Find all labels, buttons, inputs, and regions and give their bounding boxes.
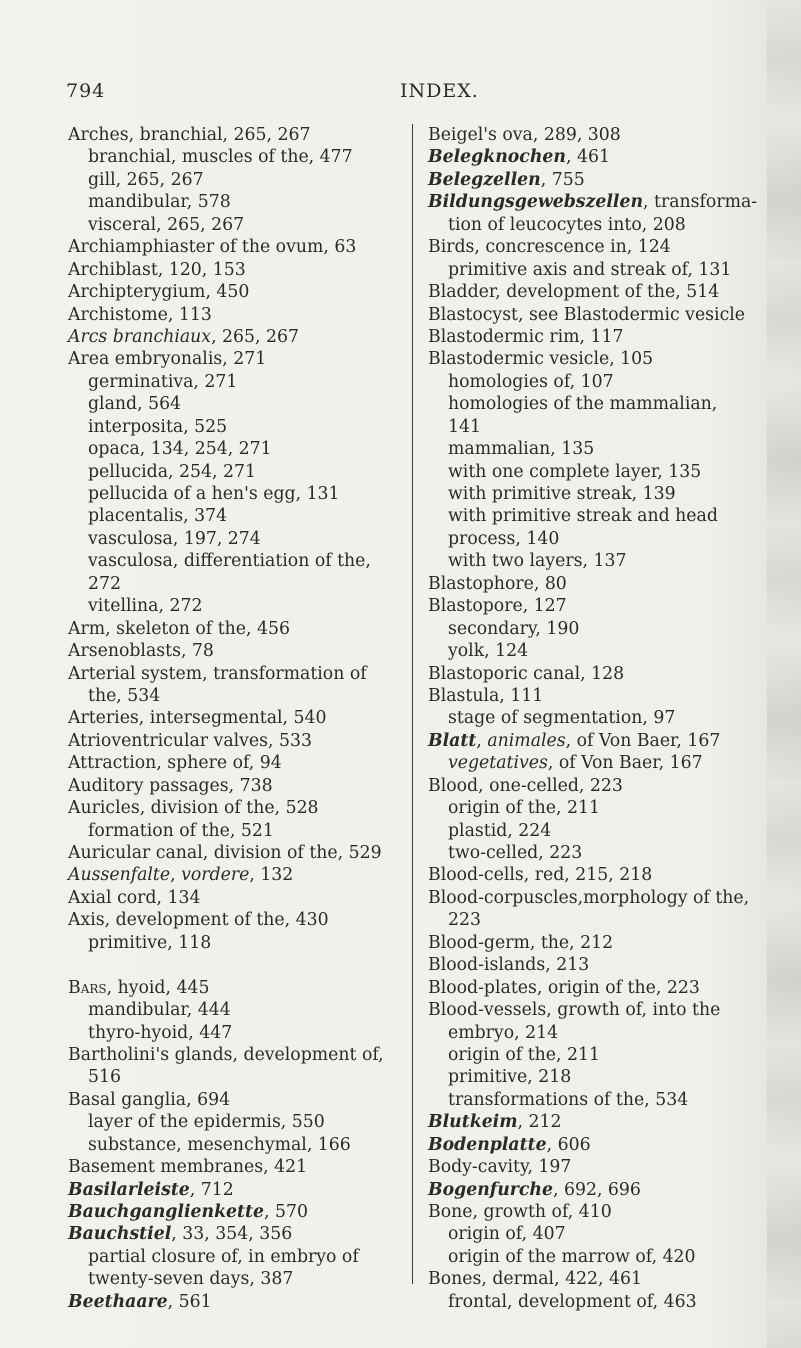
index-entry (68, 348, 404, 370)
index-subentry (68, 573, 404, 595)
entry-text: , 561 (167, 1291, 212, 1312)
index-subentry (68, 191, 404, 213)
entry-term-italic: vordere (181, 865, 250, 886)
index-entry (68, 259, 404, 281)
index-subentry (428, 640, 768, 662)
index-subentry (428, 393, 768, 415)
index-entry (68, 775, 404, 797)
index-entry (68, 1089, 404, 1111)
entry-text: placentalis, 374 (88, 506, 228, 527)
index-entry (428, 573, 768, 595)
entry-term-italic: Basilarleiste (68, 1179, 190, 1200)
entry-text: Auditory passages, 738 (68, 775, 273, 796)
index-subentry (68, 1022, 404, 1044)
index-entry (428, 887, 768, 909)
index-subentry (68, 169, 404, 191)
index-entry (428, 236, 768, 258)
index-entry (428, 1179, 768, 1201)
entry-text: 272 (88, 573, 121, 594)
entry-text: Bartholini's glands, development of, (68, 1044, 384, 1065)
index-entry (68, 707, 404, 729)
entry-text: opaca, 134, 254, 271 (88, 439, 272, 460)
entry-text: , (476, 730, 488, 751)
index-subentry (428, 214, 768, 236)
entry-text: visceral, 265, 267 (88, 214, 245, 235)
entry-text: substance, mesenchymal, 166 (88, 1134, 351, 1155)
index-entry (428, 124, 768, 146)
entry-text: , 132 (249, 865, 294, 886)
entry-text: Blood-vessels, growth of, into the (428, 1000, 721, 1021)
index-entry (68, 887, 404, 909)
entry-text: branchial, muscles of the, 477 (88, 147, 353, 168)
entry-text: Auricular canal, division of the, 529 (68, 843, 382, 863)
index-subentry (68, 1066, 404, 1088)
entry-text: with one complete layer, 135 (448, 461, 702, 482)
index-entry (68, 124, 404, 146)
entry-text: origin of the, 211 (448, 1044, 600, 1065)
entry-text: 223 (448, 910, 481, 931)
entry-term-italic: animales (487, 730, 566, 751)
index-entry (68, 1223, 404, 1245)
entry-text: Body-cavity, 197 (428, 1157, 572, 1178)
index-entry (68, 1179, 404, 1201)
index-entry (428, 281, 768, 303)
entry-text: process, 140 (448, 528, 560, 549)
index-subentry (68, 550, 404, 572)
index-subentry (68, 820, 404, 842)
index-entry (428, 348, 768, 370)
index-subentry (68, 393, 404, 415)
index-entry (68, 1201, 404, 1223)
entry-text: homologies of, 107 (448, 371, 614, 392)
entry-text: , 265, 267 (211, 326, 300, 347)
index-entry (68, 304, 404, 326)
index-subentry (428, 707, 768, 729)
index-subentry (428, 797, 768, 819)
entry-text: Blastocyst, see Blastodermic vesicle (428, 304, 746, 325)
entry-text: , of Von Baer, 167 (547, 753, 703, 774)
entry-text: , of Von Baer, 167 (565, 730, 721, 751)
entry-text: Blood-cells, red, 215, 218 (428, 865, 653, 886)
index-subentry (68, 528, 404, 550)
index-subentry (428, 1291, 768, 1313)
index-entry (428, 864, 768, 886)
entry-text: gland, 564 (88, 394, 182, 415)
entry-text: Atrioventricular valves, 533 (68, 730, 312, 751)
entry-text: formation of the, 521 (88, 820, 274, 841)
entry-text: Bone, growth of, 410 (428, 1202, 612, 1222)
entry-text: origin of the, 211 (448, 798, 600, 819)
entry-text: secondary, 190 (448, 618, 580, 639)
index-subentry (428, 820, 768, 842)
index-subentry (68, 1134, 404, 1156)
entry-text: , 755 (540, 169, 585, 190)
entry-text: frontal, development of, 463 (448, 1291, 697, 1312)
entry-text: Blood-germ, the, 212 (428, 932, 614, 953)
entry-text: Attraction, sphere of, 94 (68, 753, 282, 774)
index-subentry (68, 595, 404, 617)
entry-term-italic: Bauchstiel (68, 1224, 172, 1245)
index-subentry (428, 438, 768, 460)
index-entry (68, 236, 404, 258)
entry-text: Archiamphiaster of the ovum, 63 (68, 237, 357, 258)
entry-text: Blood-islands, 213 (428, 955, 590, 976)
index-entry (68, 281, 404, 303)
entry-term-italic: Blatt (428, 730, 477, 751)
entry-text: Archistome, 113 (68, 304, 212, 325)
entry-text: , 606 (546, 1134, 591, 1155)
entry-text: with two layers, 137 (448, 551, 627, 572)
entry-text: Blood-plates, origin of the, 223 (428, 977, 700, 998)
entry-text: 141 (448, 416, 481, 437)
entry-text: vitellina, 272 (88, 596, 203, 617)
entry-text: interposita, 525 (88, 416, 228, 437)
index-subentry (68, 685, 404, 707)
index-entry (428, 954, 768, 976)
entry-text: yolk, 124 (448, 641, 529, 662)
entry-text: Arsenoblasts, 78 (68, 641, 214, 662)
entry-term-italic: Belegknochen (428, 147, 566, 168)
entry-text: origin of the marrow of, 420 (448, 1246, 696, 1267)
entry-text: Blastula, 111 (428, 685, 544, 706)
index-entry (428, 1111, 768, 1133)
index-subentry (428, 842, 768, 864)
entry-text: Birds, concrescence in, 124 (428, 237, 671, 258)
entry-text: Arterial system, transformation of (68, 663, 367, 684)
entry-text: 516 (88, 1067, 121, 1088)
entry-text: Arteries, intersegmental, 540 (68, 708, 327, 729)
entry-text: thyro-hyoid, 447 (88, 1022, 233, 1043)
entry-term-italic: Beethaare (68, 1291, 168, 1312)
index-subentry (68, 214, 404, 236)
index-subentry (428, 1066, 768, 1088)
index-subentry (68, 505, 404, 527)
entry-text: with primitive streak, 139 (448, 484, 676, 504)
entry-term-italic: Bildungsgewebszellen (428, 192, 644, 213)
entry-text: Arches, branchial, 265, 267 (68, 125, 311, 145)
index-subentry (68, 1111, 404, 1133)
entry-text: vasculosa, 197, 274 (88, 528, 261, 549)
index-entry (428, 146, 768, 168)
index-entry (68, 864, 404, 886)
index-subentry (428, 752, 768, 774)
index-entry (428, 595, 768, 617)
page-edge-shadow (767, 0, 801, 1348)
index-entry (68, 618, 404, 640)
index-entry (68, 842, 404, 864)
index-entry (68, 663, 404, 685)
entry-text: , 570 (264, 1202, 308, 1222)
entry-text: with primitive streak and head (448, 506, 718, 527)
index-subentry (428, 1044, 768, 1066)
index-entry (428, 775, 768, 797)
index-column-right (428, 124, 768, 1313)
index-subentry (428, 528, 768, 550)
column-divider (412, 124, 413, 1284)
entry-text: Archiblast, 120, 153 (68, 259, 246, 280)
entry-text: Bones, dermal, 422, 461 (428, 1269, 643, 1290)
entry-text: , 692, 696 (552, 1179, 641, 1200)
index-subentry (428, 259, 768, 281)
index-subentry (68, 932, 404, 954)
index-entry (68, 1291, 404, 1313)
entry-text: origin of, 407 (448, 1224, 566, 1245)
entry-term-italic: Belegzellen (428, 169, 541, 190)
entry-text: mandibular, 578 (88, 192, 231, 213)
section-gap (68, 954, 404, 976)
index-entry (428, 326, 768, 348)
running-title: INDEX. (400, 80, 479, 102)
entry-text: Axial cord, 134 (68, 887, 201, 908)
entry-text: , transforma- (643, 192, 758, 213)
index-subentry (68, 146, 404, 168)
index-entry (428, 1156, 768, 1178)
entry-text: transformations of the, 534 (448, 1089, 689, 1110)
entry-text: the, 534 (88, 685, 161, 706)
entry-text: Archipterygium, 450 (68, 282, 250, 303)
index-subentry (68, 483, 404, 505)
index-entry (68, 730, 404, 752)
entry-text: tion of leucocytes into, 208 (448, 214, 686, 235)
index-subentry (428, 416, 768, 438)
entry-text: Axis, development of the, 430 (68, 910, 329, 931)
index-subentry (428, 371, 768, 393)
page-number: 794 (66, 80, 106, 102)
entry-text: homologies of the mammalian, (448, 394, 718, 415)
entry-text: pellucida, 254, 271 (88, 461, 256, 482)
index-entry (428, 191, 768, 213)
index-subentry (68, 461, 404, 483)
entry-text: partial closure of, in embryo of (88, 1246, 359, 1267)
entry-text: primitive, 118 (88, 932, 212, 953)
index-entry (428, 663, 768, 685)
entry-text: Blood, one-celled, 223 (428, 775, 623, 796)
entry-text: stage of segmentation, 97 (448, 708, 676, 729)
index-subentry (428, 505, 768, 527)
index-subentry (428, 909, 768, 931)
entry-text: , (170, 865, 182, 886)
entry-text: Area embryonalis, 271 (68, 349, 267, 370)
entry-text: gill, 265, 267 (88, 169, 204, 190)
index-entry (428, 304, 768, 326)
index-subentry (68, 1268, 404, 1290)
index-entry (68, 909, 404, 931)
index-subentry (68, 416, 404, 438)
index-entry (428, 730, 768, 752)
entry-term-smallcaps: Bars (68, 977, 107, 998)
entry-text: Auricles, division of the, 528 (68, 798, 319, 819)
entry-text: mammalian, 135 (448, 439, 595, 460)
index-subentry (68, 371, 404, 393)
entry-text: Basal ganglia, 694 (68, 1089, 231, 1110)
entry-text: vasculosa, differentiation of the, (88, 551, 371, 572)
entry-text: Basement membranes, 421 (68, 1157, 308, 1178)
index-entry (428, 169, 768, 191)
entry-text: mandibular, 444 (88, 1000, 231, 1021)
index-entry (68, 797, 404, 819)
index-subentry (68, 438, 404, 460)
index-entry (68, 752, 404, 774)
index-subentry (428, 618, 768, 640)
entry-text: Arm, skeleton of the, 456 (68, 618, 290, 639)
entry-text: layer of the epidermis, 550 (88, 1112, 325, 1133)
index-subentry (428, 1246, 768, 1268)
index-entry (68, 1156, 404, 1178)
entry-term-italic: Aussenfalte (68, 865, 171, 886)
entry-text: two-celled, 223 (448, 843, 583, 863)
index-entry (428, 1134, 768, 1156)
index-subentry (68, 999, 404, 1021)
entry-text: Blastodermic vesicle, 105 (428, 349, 654, 370)
index-column-left (68, 124, 404, 1313)
entry-term-italic: Bogenfurche (428, 1179, 553, 1200)
entry-term-italic: Arcs branchiaux (68, 326, 212, 347)
entry-text: Blastopore, 127 (428, 596, 567, 617)
entry-text: Blastophore, 80 (428, 573, 567, 594)
entry-text: , 33, 354, 356 (171, 1224, 293, 1245)
page-header (0, 80, 801, 110)
entry-text: primitive, 218 (448, 1067, 572, 1088)
entry-text: , hyoid, 445 (106, 977, 210, 998)
index-entry (428, 685, 768, 707)
entry-text: , 712 (189, 1179, 234, 1200)
entry-text: Blastoporic canal, 128 (428, 663, 625, 684)
entry-text: embryo, 214 (448, 1022, 559, 1043)
index-subentry (428, 461, 768, 483)
index-entry (428, 977, 768, 999)
index-entry (428, 932, 768, 954)
entry-term-italic: Bauchganglienkette (68, 1202, 265, 1222)
index-entry (68, 640, 404, 662)
index-subentry (428, 483, 768, 505)
index-subentry (428, 550, 768, 572)
index-subentry (428, 1223, 768, 1245)
entry-term-italic: Blutkeim (428, 1112, 518, 1133)
entry-text: Beigel's ova, 289, 308 (428, 125, 621, 145)
entry-term-italic: vegetatives (448, 753, 548, 774)
index-subentry (428, 1089, 768, 1111)
entry-text: plastid, 224 (448, 820, 552, 841)
index-entry (428, 1201, 768, 1223)
entry-text: , 212 (517, 1112, 562, 1133)
entry-text: twenty-seven days, 387 (88, 1269, 294, 1290)
entry-text: germinativa, 271 (88, 371, 238, 392)
entry-text: Bladder, development of the, 514 (428, 282, 720, 303)
entry-text: primitive axis and streak of, 131 (448, 259, 732, 280)
index-subentry (68, 1246, 404, 1268)
entry-text: , 461 (565, 147, 610, 168)
entry-text: pellucida of a hen's egg, 131 (88, 484, 340, 504)
index-entry (428, 1268, 768, 1290)
entry-text: Blood-corpuscles,morphology of the, (428, 887, 750, 908)
entry-term-italic: Bodenplatte (428, 1134, 547, 1155)
index-entry (68, 326, 404, 348)
index-entry (428, 999, 768, 1021)
index-entry (68, 1044, 404, 1066)
entry-text: Blastodermic rim, 117 (428, 326, 624, 347)
index-subentry (428, 1022, 768, 1044)
index-entry (68, 977, 404, 999)
